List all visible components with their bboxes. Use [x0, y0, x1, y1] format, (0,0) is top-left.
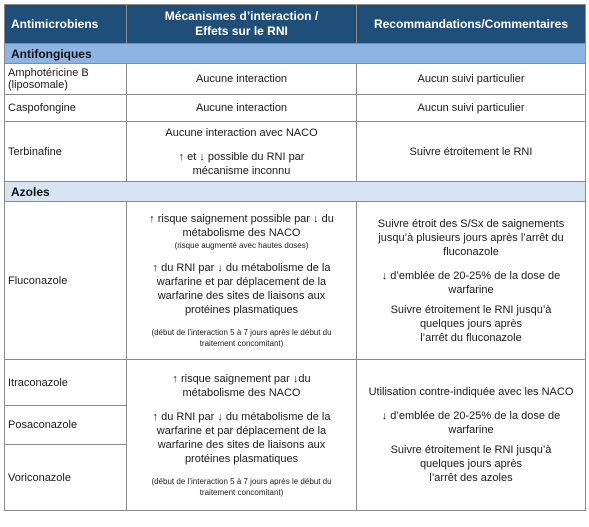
- spacer: [130, 466, 353, 476]
- drug-name-itraconazole: Itraconazole: [5, 360, 127, 406]
- amphotericine-name-line1: Amphotéricine B: [8, 67, 89, 79]
- header-row: [5, 5, 586, 44]
- header-mecanismes-line1: Mécanismes d’interaction /: [164, 9, 319, 23]
- header-mecanismes: [127, 5, 357, 44]
- azoles-mech-p1-line1: ↑ risque saignement par ↓du: [172, 373, 311, 385]
- terbinafine-mechanism: [127, 122, 357, 182]
- caspofongine-recommendation: Aucun suivi particulier: [357, 95, 586, 122]
- fluconazole-rec-p1-line1: Suivre étroit des S/Sx de saignements: [377, 217, 565, 230]
- amphotericine-recommendation: Aucun suivi particulier: [357, 64, 586, 95]
- fluconazole-mech-p2-line3: warfarine des sites de liaisons aux: [157, 290, 326, 302]
- fluconazole-mechanism: [127, 202, 357, 360]
- azoles-mech-note-line2: traitement concomitant): [199, 488, 284, 497]
- azoles-group-recommendation: [357, 360, 586, 511]
- fluconazole-mech-p1-line2: métabolisme des NACO: [182, 227, 301, 239]
- drug-name-fluconazole: Fluconazole: [5, 202, 127, 360]
- antimicrobial-interaction-table: [4, 4, 586, 511]
- spacer: [130, 251, 353, 261]
- azoles-rec-p3-line2: quelques jours après: [419, 458, 523, 470]
- section-row-antifongiques: [5, 44, 586, 64]
- drug-name-voriconazole: Voriconazole: [5, 445, 127, 511]
- azoles-rec-p2-line1: ↓ d’emblée de 20-25% de la dose de: [381, 410, 561, 422]
- drug-name-caspofongine: Caspofongine: [5, 95, 127, 122]
- azoles-mech-p2-line3: warfarine des sites de liaisons aux: [157, 439, 326, 451]
- drug-name-terbinafine: Terbinafine: [5, 122, 127, 182]
- section-title-antifongiques: Antifongiques: [5, 44, 586, 64]
- section-row-azoles: [5, 182, 586, 202]
- header-recommandations: Recommandations/Commentaires: [357, 5, 586, 44]
- azoles-mech-p2-line4: protéines plasmatiques: [184, 453, 299, 465]
- table-row-terbinafine: [5, 122, 586, 182]
- azoles-mech-p2-line1: ↑ du RNI par ↓ du métabolisme de la: [152, 411, 331, 423]
- table-row-amphotericine: [5, 64, 586, 95]
- table-row-caspofongine: [5, 95, 586, 122]
- fluconazole-mech-p2-line2: warfarine et par déplacement de la: [156, 276, 327, 288]
- fluconazole-mech-p2-line1: ↑ du RNI par ↓ du métabolisme de la: [152, 262, 331, 274]
- fluconazole-mech-note2-line1: (début de l’interaction 5 à 7 jours après le début du: [151, 328, 332, 337]
- azoles-mech-note-line1: (début de l’interaction 5 à 7 jours après le début du: [151, 477, 332, 486]
- spacer: [130, 400, 353, 410]
- fluconazole-rec-p1-line2: jusqu’à plusieurs jours après l’arrêt du: [378, 231, 564, 244]
- azoles-rec-p1: Utilisation contre-indiquée avec les NACO: [368, 386, 574, 398]
- table-row-fluconazole: [5, 202, 586, 360]
- terbinafine-mech-line3: mécanisme inconnu: [192, 164, 291, 177]
- header-mecanismes-line2: Effets sur le RNI: [195, 24, 288, 38]
- table-header: [5, 5, 586, 44]
- amphotericine-name-line2: (liposomale): [8, 79, 68, 91]
- terbinafine-mech-line1: Aucune interaction avec NACO: [165, 126, 318, 139]
- terbinafine-mech-line2: ↑ et ↓ possible du RNI par: [178, 150, 305, 163]
- fluconazole-rec-p1-line3: fluconazole: [443, 245, 499, 258]
- azoles-rec-p3-line1: Suivre étroitement le RNI jusqu’à: [390, 444, 552, 456]
- caspofongine-mechanism: Aucune interaction: [127, 95, 357, 122]
- fluconazole-rec-p3-line1: Suivre étroitement le RNI jusqu’à: [390, 303, 552, 316]
- fluconazole-rec-p3-line2: quelques jours après: [419, 317, 523, 330]
- fluconazole-rec-p2-line2: warfarine: [448, 283, 494, 296]
- spacer: [360, 399, 582, 409]
- fluconazole-mech-p1-line1: ↑ risque saignement possible par ↓ du: [149, 213, 334, 225]
- azoles-group-mechanism: [127, 360, 357, 511]
- azoles-rec-p3-line3: l’arrêt des azoles: [429, 472, 513, 484]
- header-antimicrobiens: Antimicrobiens: [5, 5, 127, 44]
- terbinafine-recommendation: Suivre étroitement le RNI: [357, 122, 586, 182]
- azoles-rec-p2-line2: warfarine: [448, 424, 494, 436]
- azoles-mech-p1-line2: métabolisme des NACO: [182, 387, 301, 399]
- spacer: [130, 317, 353, 327]
- fluconazole-mech-note2-line2: traitement concomitant): [199, 339, 284, 348]
- drug-name-posaconazole: Posaconazole: [5, 406, 127, 445]
- fluconazole-rec-p3-line3: l’arrêt du fluconazole: [420, 331, 522, 344]
- drug-name-amphotericine: [5, 64, 127, 95]
- fluconazole-mech-note1: (risque augmenté avec hautes doses): [174, 241, 309, 250]
- fluconazole-recommendation: [357, 202, 586, 360]
- azoles-mech-p2-line2: warfarine et par déplacement de la: [156, 425, 327, 437]
- fluconazole-rec-p2-line1: ↓ d’emblée de 20-25% de la dose de: [381, 269, 561, 282]
- section-title-azoles: Azoles: [5, 182, 586, 202]
- amphotericine-mechanism: Aucune interaction: [127, 64, 357, 95]
- table-row-itraconazole: [5, 360, 586, 406]
- spacer: [360, 259, 582, 269]
- fluconazole-mech-p2-line4: protéines plasmatiques: [184, 304, 299, 316]
- spacer: [130, 140, 353, 150]
